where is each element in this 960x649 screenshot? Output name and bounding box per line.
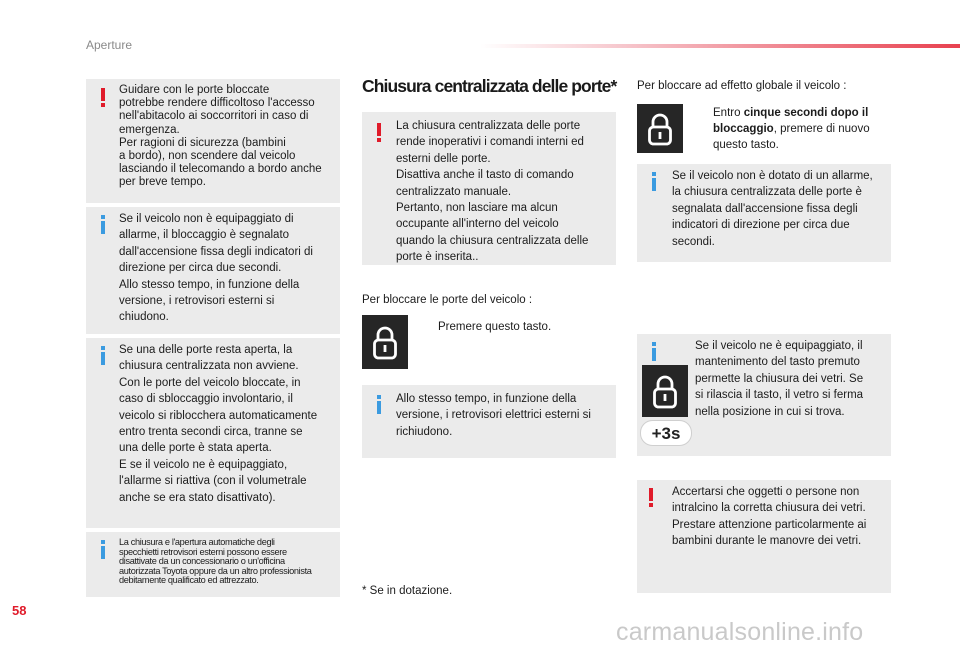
watermark: carmanualsonline.info	[616, 618, 864, 646]
page-number: 58	[12, 603, 27, 618]
warning-icon	[377, 123, 382, 143]
left-warning-text: Guidare con le porte bloccate potrebbe rendere difficoltoso l'accesso nell'abitacolo ai soccorritori in caso di emergenza. Per ragioni di sicurezza (bambini a bordo), non scendere dal veicolo lasciando il telecomando a bordo anche per breve tempo.	[119, 84, 322, 189]
section-header: Aperture	[86, 38, 133, 52]
padlock-icon	[642, 365, 688, 417]
left-info-box-3	[86, 532, 340, 597]
middle-info-text: Allo stesso tempo, in funzione della versione, i retrovisori elettrici esterni si richiudono.	[396, 393, 591, 438]
padlock-icon	[362, 315, 408, 369]
lock-step-text: Premere questo tasto.	[438, 321, 552, 333]
warning-icon	[649, 488, 654, 508]
lock-intro-text: Per bloccare le porte del veicolo :	[362, 294, 533, 306]
right-info-text-1: Se il veicolo non è dotato di un allarme, la chiusura centralizzata delle porte è segnalata dall'accensione fissa degli indicatori di direzione per circa due secondi.	[672, 170, 873, 248]
left-info-text-1: Se il veicolo non è equipaggiato di allarme, il bloccaggio è segnalato dall'accensione fissa degli indicatori di direzione per circa due secondi. Allo stesso tempo, in funzione della versione, i retrovisori esterni si chiudono.	[119, 213, 313, 324]
info-icon	[101, 215, 106, 235]
plus-3-seconds-icon	[640, 420, 692, 446]
header-accent-bar	[480, 44, 960, 48]
right-info-text-2: Se il veicolo ne è equipaggiato, il mantenimento del tasto premuto permette la chiusura dei vetri. Se si rilascia il tasto, il vetro si ferma nella posizione in cui si trova.	[695, 340, 864, 418]
step-bold: cinque secondi dopo il bloccaggio	[713, 107, 869, 135]
right-info-box-1	[637, 164, 891, 262]
padlock-icon	[637, 104, 683, 153]
info-icon	[652, 342, 657, 362]
badge-label: +3s	[651, 424, 681, 443]
left-info-text-3: La chiusura e l'apertura automatiche degli specchietti retrovisori esterni possono essere disattivate da un concessionario o un'officina autorizzata Toyota oppure da un altro professionista debitamente qualificato ed attrezzato.	[119, 537, 312, 586]
section-title: Chiusura centralizzata delle porte*	[362, 76, 617, 96]
right-warning-box	[637, 480, 891, 593]
left-info-box-1	[86, 207, 340, 334]
middle-warning-box	[362, 112, 616, 265]
info-icon	[101, 346, 106, 366]
info-icon	[101, 540, 106, 560]
middle-warning-text: La chiusura centralizzata delle porte rende inoperativi i comandi interni ed esterni delle porte. Disattiva anche il tasto di comando centralizzato manuale. Pertanto, non lasciare ma alcun occupante all'interno del veicolo quando la chiusura centralizzata delle porte è inserita..	[396, 120, 589, 264]
global-lock-step-text	[713, 105, 891, 153]
global-lock-intro-text: Per bloccare ad effetto globale il veicolo :	[637, 80, 847, 92]
left-info-box-2	[86, 338, 340, 528]
middle-info-box	[362, 385, 616, 458]
left-warning-box	[86, 79, 340, 203]
left-info-text-2: Se una delle porte resta aperta, la chiusura centralizzata non avviene. Con le porte del veicolo bloccate, in caso di sbloccaggio involontario, il veicolo si riblocchera automaticamente entro trenta secondi circa, tranne se una delle porte è stata aperta. E se il veicolo ne è equipaggiato, l'allarme si riattiva (con il volumetrale anche se era stato disattivato).	[119, 344, 318, 504]
step-prefix: Entro	[713, 107, 744, 119]
footnote: * Se in dotazione.	[362, 585, 453, 597]
right-info-box-2	[637, 334, 891, 456]
right-warning-text: Accertarsi che oggetti o persone non intralcino la corretta chiusura dei vetri. Prestare attenzione particolarmente ai bambini durante le manovre dei vetri.	[672, 486, 867, 548]
info-icon	[377, 395, 382, 415]
info-icon	[652, 172, 657, 192]
step-suffix: , premere di nuovo questo tasto.	[713, 123, 870, 151]
warning-icon	[101, 88, 106, 108]
